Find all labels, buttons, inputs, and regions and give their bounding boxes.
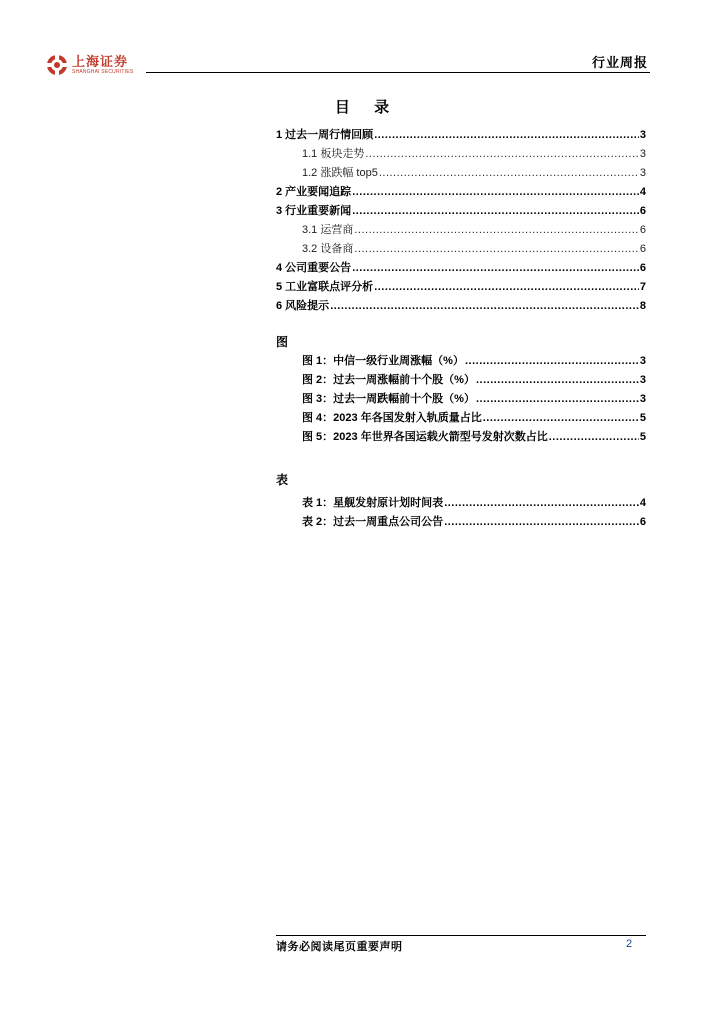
report-type-label: 行业周报 xyxy=(591,55,648,70)
toc-entry[interactable] xyxy=(276,126,646,145)
footer-disclaimer: 请务必阅读尾页重要声明 xyxy=(276,941,403,953)
toc-entry[interactable] xyxy=(276,164,646,183)
toc-entry-page: 3 xyxy=(639,167,646,179)
figure-entry-label: 图 4：2023 年各国发射入轨质量占比 xyxy=(302,412,482,424)
table-entry[interactable] xyxy=(276,513,646,532)
toc-entry-label: 3.1 运营商 xyxy=(302,224,354,236)
dot-leader xyxy=(374,281,639,293)
dot-leader xyxy=(330,300,639,312)
toc-entry-page: 3 xyxy=(639,129,646,141)
page-header xyxy=(46,52,650,82)
dot-leader xyxy=(476,393,639,405)
toc-entry-label: 2 产业要闻追踪 xyxy=(276,186,352,198)
dot-leader xyxy=(354,243,639,255)
dot-leader xyxy=(483,412,639,424)
toc-entry-label: 6 风险提示 xyxy=(276,300,330,312)
figure-entry[interactable] xyxy=(276,409,646,428)
figure-entry-page: 3 xyxy=(639,374,646,386)
page-number: 2 xyxy=(626,938,633,950)
toc-entry-page: 7 xyxy=(639,281,646,293)
figure-entry[interactable] xyxy=(276,390,646,409)
toc-entry-page: 6 xyxy=(639,224,646,236)
figure-entry-page: 3 xyxy=(639,355,646,367)
toc-entry-label: 1.2 涨跌幅 top5 xyxy=(302,167,378,179)
toc-entry-page: 8 xyxy=(639,300,646,312)
toc-entry-label: 4 公司重要公告 xyxy=(276,262,352,274)
toc-entry-label: 3 行业重要新闻 xyxy=(276,205,352,217)
toc-entry-page: 6 xyxy=(639,262,646,274)
figures-section-title: 图 xyxy=(276,335,289,349)
figure-entry-page: 3 xyxy=(639,393,646,405)
toc-entry[interactable] xyxy=(276,183,646,202)
table-list xyxy=(276,494,646,532)
dot-leader xyxy=(444,516,639,528)
toc-entry-label: 1.1 板块走势 xyxy=(302,148,365,160)
dot-leader xyxy=(374,129,639,141)
figure-entry-label: 图 1：中信一级行业周涨幅（%） xyxy=(302,355,464,367)
table-entry-page: 6 xyxy=(639,516,646,528)
table-entry-label: 表 2：过去一周重点公司公告 xyxy=(302,516,444,528)
dot-leader xyxy=(379,167,639,179)
dot-leader xyxy=(476,374,639,386)
header-divider xyxy=(146,72,650,73)
dot-leader xyxy=(365,148,639,160)
toc-entry-label: 3.2 设备商 xyxy=(302,243,354,255)
toc-entry-page: 6 xyxy=(639,205,646,217)
figure-list xyxy=(276,352,646,447)
table-entry-page: 4 xyxy=(639,497,646,509)
toc-entry[interactable] xyxy=(276,297,646,316)
figure-entry-page: 5 xyxy=(639,431,646,443)
toc-entry-label: 1 过去一周行情回顾 xyxy=(276,129,374,141)
figure-entry-page: 5 xyxy=(639,412,646,424)
toc-title: 目 录 xyxy=(334,99,400,116)
tables-section-title: 表 xyxy=(276,473,289,487)
toc-entry[interactable] xyxy=(276,240,646,259)
dot-leader xyxy=(352,262,639,274)
toc-entry-page: 3 xyxy=(639,148,646,160)
dot-leader xyxy=(444,497,639,509)
toc-entry[interactable] xyxy=(276,221,646,240)
dot-leader xyxy=(354,224,639,236)
toc-entry[interactable] xyxy=(276,259,646,278)
figure-entry-label: 图 5：2023 年世界各国运载火箭型号发射次数占比 xyxy=(302,431,548,443)
figure-entry[interactable] xyxy=(276,371,646,390)
table-entry-label: 表 1：星舰发射原计划时间表 xyxy=(302,497,444,509)
toc-entry-page: 6 xyxy=(639,243,646,255)
figure-entry-label: 图 2：过去一周涨幅前十个股（%） xyxy=(302,374,475,386)
table-of-contents xyxy=(276,126,646,316)
company-logo xyxy=(46,54,133,76)
dot-leader xyxy=(352,186,639,198)
dot-leader xyxy=(352,205,639,217)
dot-leader xyxy=(465,355,639,367)
footer-divider xyxy=(276,935,646,936)
logo-emblem-icon xyxy=(46,54,68,76)
table-entry[interactable] xyxy=(276,494,646,513)
logo-english-name: SHANGHAI SECURITIES xyxy=(72,69,134,75)
toc-entry[interactable] xyxy=(276,202,646,221)
toc-entry[interactable] xyxy=(276,145,646,164)
figure-entry[interactable] xyxy=(276,428,646,447)
figure-entry[interactable] xyxy=(276,352,646,371)
toc-entry[interactable] xyxy=(276,278,646,297)
dot-leader xyxy=(549,431,639,443)
toc-entry-page: 4 xyxy=(639,186,646,198)
figure-entry-label: 图 3：过去一周跌幅前十个股（%） xyxy=(302,393,475,405)
logo-chinese-name: 上海证券 xyxy=(72,54,129,69)
toc-entry-label: 5 工业富联点评分析 xyxy=(276,281,374,293)
